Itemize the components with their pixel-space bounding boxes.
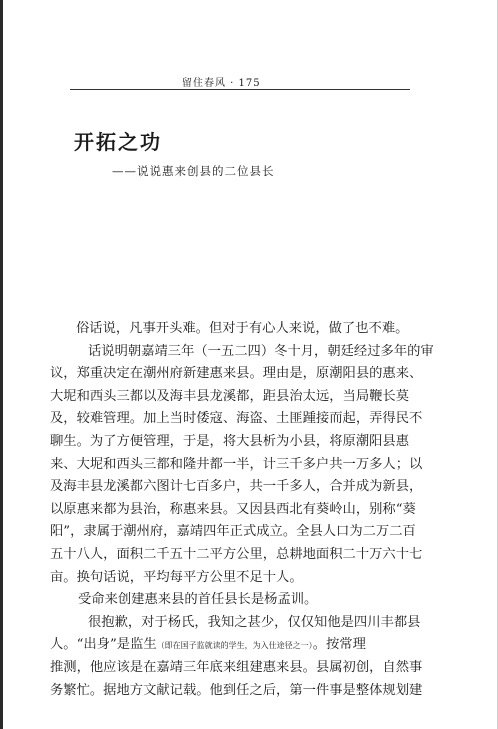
line-text: 人。“出身”是监生 <box>50 637 157 653</box>
paragraph-line: 以原惠来都为县治，称惠来县。又因县西北有葵岭山，别称“葵 <box>50 501 416 517</box>
paragraph-line: 俗话说，凡事开头难。但对于有心人来说，做了也不难。 <box>76 321 409 336</box>
paragraph-line: 受命来创建惠来县的首任县长是杨孟训。 <box>78 592 318 608</box>
paragraph-line <box>50 634 410 657</box>
inline-note: （即在国子监就读的学生，为入仕途径之一） <box>156 641 313 651</box>
paragraph-line: 推测，他应该是在嘉靖三年底来组建惠来县。县属初创，自然事 <box>50 659 423 675</box>
paragraph-line: 话说明朝嘉靖三年（一五二四）冬十月，朝廷经过多年的审 <box>88 343 434 359</box>
body-text <box>50 318 434 702</box>
paragraph-line: 来、大坭和西头三都和隆井都一半，计三千多户共一万多人；以 <box>50 456 423 472</box>
article-title: 开拓之功 <box>74 130 162 154</box>
running-title: 留住春风 · 175 <box>182 78 261 89</box>
paragraph-line: 议，郑重决定在潮州府新建惠来县。理由是，原潮阳县的惠来、 <box>50 366 423 382</box>
paragraph-line: 亩。换句话说，平均每平方公里不足十人。 <box>50 569 303 585</box>
line-text: 。按常理 <box>312 637 366 653</box>
paragraph-line: 及海丰县龙溪都六图计七百多户，共一千多人，合并成为新县， <box>50 479 423 495</box>
paragraph-line: 五十八人，面积二千五十二平方公里，总耕地面积二十万六十七 <box>50 546 423 562</box>
paragraph-line: 务繁忙。据地方文献记载。他到任之后，第一件事是整体规划建 <box>50 682 423 698</box>
article-subtitle: ——说说惠来创县的二位县长 <box>112 164 275 178</box>
paragraph-line: 大坭和西头三都以及海丰县龙溪都，距县治太远，当局鞭长莫 <box>50 388 410 404</box>
paragraph-line: 阳”，隶属于潮州府，嘉靖四年正式成立。全县人口为二万二百 <box>50 524 416 540</box>
paragraph-line: 及，较难管理。加上当时倭寇、海盗、土匪踵接而起，弄得民不 <box>50 411 423 427</box>
paragraph-line: 很抱歉，对于杨氏，我知之甚少，仅仅知他是四川丰都县 <box>88 614 421 630</box>
paragraph-line: 聊生。为了方便管理，于是，将大县析为小县，将原潮阳县惠 <box>50 433 410 449</box>
running-header <box>70 74 410 88</box>
header-rule <box>70 89 410 90</box>
page-edge-left <box>0 0 3 729</box>
